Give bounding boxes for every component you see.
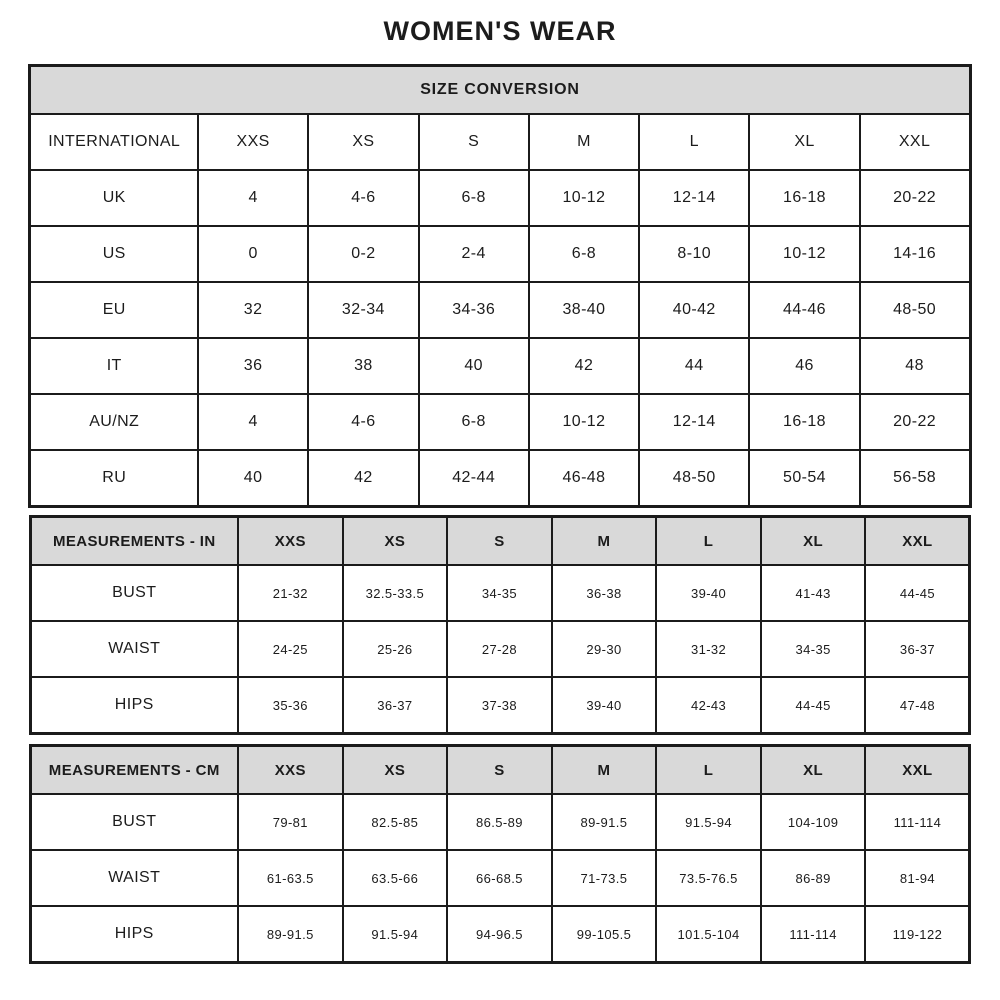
- row-label: IT: [30, 338, 198, 394]
- table-row: [30, 906, 970, 963]
- table-cell: 27-28: [447, 621, 552, 677]
- table-cell: 29-30: [552, 621, 657, 677]
- table-cell: 99-105.5: [552, 906, 657, 963]
- row-label: WAIST: [30, 850, 238, 906]
- table-header-size: M: [552, 517, 657, 566]
- table-cell: 34-36: [419, 282, 529, 338]
- table-cell: 4: [198, 170, 308, 226]
- table-cell: 20-22: [860, 170, 970, 226]
- table-cell: 39-40: [656, 565, 761, 621]
- table-cell: 39-40: [552, 677, 657, 734]
- table-cell: 44-45: [761, 677, 866, 734]
- table-cell: 6-8: [419, 170, 529, 226]
- table-cell: 37-38: [447, 677, 552, 734]
- table-row: [30, 394, 970, 450]
- table-cell: 89-91.5: [238, 906, 343, 963]
- table-header-size: XL: [749, 114, 859, 170]
- table-cell: 44-46: [749, 282, 859, 338]
- table-cell: 81-94: [865, 850, 970, 906]
- row-label: HIPS: [30, 906, 238, 963]
- table-cell: 20-22: [860, 394, 970, 450]
- table-cell: 4: [198, 394, 308, 450]
- table-cell: 82.5-85: [343, 794, 448, 850]
- table-cell: 31-32: [656, 621, 761, 677]
- table-header-size: XXS: [238, 517, 343, 566]
- row-label: WAIST: [30, 621, 238, 677]
- table-header-size: XXL: [865, 746, 970, 795]
- table-header-label: MEASUREMENTS - CM: [30, 746, 238, 795]
- table-cell: 40-42: [639, 282, 749, 338]
- table-header-size: XS: [343, 746, 448, 795]
- table-header-size: L: [656, 517, 761, 566]
- table-cell: 44-45: [865, 565, 970, 621]
- table-cell: 48-50: [860, 282, 970, 338]
- table-row: [30, 170, 970, 226]
- table-cell: 2-4: [419, 226, 529, 282]
- table-cell: 86-89: [761, 850, 866, 906]
- table-cell: 36-37: [865, 621, 970, 677]
- table-cell: 21-32: [238, 565, 343, 621]
- table-row: [30, 621, 970, 677]
- table-row: [30, 794, 970, 850]
- table-header-row: [30, 114, 970, 170]
- table-header-size: XS: [308, 114, 418, 170]
- table-cell: 40: [198, 450, 308, 507]
- table-cell: 24-25: [238, 621, 343, 677]
- table-cell: 44: [639, 338, 749, 394]
- page-title: WOMEN'S WEAR: [383, 16, 617, 46]
- table-header-row: [30, 517, 970, 566]
- table-header-size: L: [656, 746, 761, 795]
- table-cell: 4-6: [308, 170, 418, 226]
- table-cell: 71-73.5: [552, 850, 657, 906]
- table-cell: 10-12: [529, 170, 639, 226]
- table-header-size: M: [552, 746, 657, 795]
- table-header-size: L: [639, 114, 749, 170]
- table-cell: 16-18: [749, 394, 859, 450]
- table-header-size: XXS: [198, 114, 308, 170]
- row-label: BUST: [30, 794, 238, 850]
- table-cell: 104-109: [761, 794, 866, 850]
- table-cell: 25-26: [343, 621, 448, 677]
- table-cell: 86.5-89: [447, 794, 552, 850]
- row-label: AU/NZ: [30, 394, 198, 450]
- table-cell: 4-6: [308, 394, 418, 450]
- table-cell: 46: [749, 338, 859, 394]
- table-cell: 38-40: [529, 282, 639, 338]
- table-cell: 6-8: [419, 394, 529, 450]
- table-row: [30, 677, 970, 734]
- table-cell: 41-43: [761, 565, 866, 621]
- table-cell: 14-16: [860, 226, 970, 282]
- table-header-size: XXL: [865, 517, 970, 566]
- table-header-size: XL: [761, 517, 866, 566]
- table-cell: 91.5-94: [656, 794, 761, 850]
- table-header-size: XS: [343, 517, 448, 566]
- table-cell: 10-12: [749, 226, 859, 282]
- table-header-label: MEASUREMENTS - IN: [30, 517, 238, 566]
- measurements-in-table: [29, 515, 972, 735]
- table-cell: 32.5-33.5: [343, 565, 448, 621]
- table-cell: 32: [198, 282, 308, 338]
- size-conversion-table: [28, 64, 971, 508]
- table-cell: 79-81: [238, 794, 343, 850]
- table-row: [30, 450, 970, 507]
- table-cell: 12-14: [639, 170, 749, 226]
- table-header-size: S: [447, 517, 552, 566]
- table-cell: 34-35: [447, 565, 552, 621]
- table-banner: SIZE CONVERSION: [30, 66, 970, 115]
- table-row: [30, 338, 970, 394]
- table-header-size: XXL: [860, 114, 970, 170]
- table-cell: 12-14: [639, 394, 749, 450]
- table-cell: 56-58: [860, 450, 970, 507]
- table-cell: 42-44: [419, 450, 529, 507]
- row-label: HIPS: [30, 677, 238, 734]
- table-header-label: INTERNATIONAL: [30, 114, 198, 170]
- table-cell: 42-43: [656, 677, 761, 734]
- table-cell: 63.5-66: [343, 850, 448, 906]
- table-row: [30, 226, 970, 282]
- table-cell: 40: [419, 338, 529, 394]
- row-label: RU: [30, 450, 198, 507]
- table-header-size: S: [419, 114, 529, 170]
- table-cell: 111-114: [761, 906, 866, 963]
- table-cell: 36-38: [552, 565, 657, 621]
- table-cell: 66-68.5: [447, 850, 552, 906]
- table-cell: 10-12: [529, 394, 639, 450]
- table-cell: 73.5-76.5: [656, 850, 761, 906]
- table-cell: 32-34: [308, 282, 418, 338]
- table-cell: 38: [308, 338, 418, 394]
- row-label: US: [30, 226, 198, 282]
- table-header-row: [30, 746, 970, 795]
- table-cell: 89-91.5: [552, 794, 657, 850]
- table-cell: 6-8: [529, 226, 639, 282]
- table-cell: 94-96.5: [447, 906, 552, 963]
- table-cell: 36: [198, 338, 308, 394]
- table-cell: 119-122: [865, 906, 970, 963]
- table-row: [30, 565, 970, 621]
- table-cell: 47-48: [865, 677, 970, 734]
- table-cell: 8-10: [639, 226, 749, 282]
- table-cell: 16-18: [749, 170, 859, 226]
- table-cell: 34-35: [761, 621, 866, 677]
- table-header-size: S: [447, 746, 552, 795]
- row-label: UK: [30, 170, 198, 226]
- table-cell: 91.5-94: [343, 906, 448, 963]
- row-label: EU: [30, 282, 198, 338]
- row-label: BUST: [30, 565, 238, 621]
- table-header-size: M: [529, 114, 639, 170]
- table-header-size: XXS: [238, 746, 343, 795]
- table-cell: 46-48: [529, 450, 639, 507]
- table-cell: 48-50: [639, 450, 749, 507]
- table-row: [30, 282, 970, 338]
- table-row: [30, 850, 970, 906]
- table-header-size: XL: [761, 746, 866, 795]
- table-cell: 61-63.5: [238, 850, 343, 906]
- table-cell: 42: [308, 450, 418, 507]
- table-cell: 0-2: [308, 226, 418, 282]
- table-cell: 42: [529, 338, 639, 394]
- table-cell: 0: [198, 226, 308, 282]
- measurements-cm-table: [29, 744, 972, 964]
- table-cell: 111-114: [865, 794, 970, 850]
- table-cell: 36-37: [343, 677, 448, 734]
- table-cell: 48: [860, 338, 970, 394]
- table-cell: 101.5-104: [656, 906, 761, 963]
- table-banner-row: [30, 66, 970, 115]
- table-cell: 35-36: [238, 677, 343, 734]
- table-cell: 50-54: [749, 450, 859, 507]
